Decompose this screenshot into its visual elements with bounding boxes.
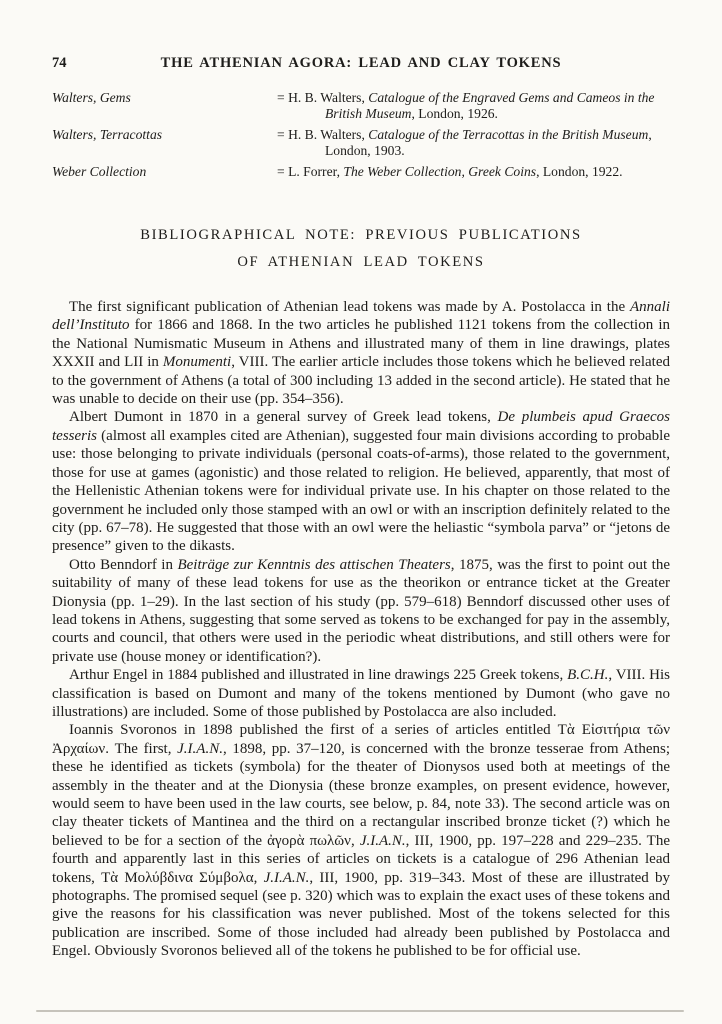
paragraph-1: The first significant publication of Athenian lead tokens was made by A. Postolacca in the Annali dell’Instituto for 1866 and 1868. In the two articles he published 1121 tokens from the collection in the National Numismatic Museum in Athens and illustrated many of them in line drawings, plates XXXII and LII in Monumenti, VIII. The earlier article includes those tokens which he believed related to the government of Athens (a total of 300 including 13 added in the second article). He stated that he was unable to decide on their use (pp. 354–356). <box>52 299 670 408</box>
paragraph-4: Arthur Engel in 1884 published and illustrated in line drawings 225 Greek tokens, B.C.H., VIII. His classification is based on Dumont and many of the tokens mentioned by Dumont (who gave no illustrations) are included. Some of those published by Postolacca are also included. <box>52 667 670 720</box>
page-number: 74 <box>52 55 67 71</box>
paragraph-2: Albert Dumont in 1870 in a general survey of Greek lead tokens, De plumbeis apud Graecos tesseris (almost all examples cited are Athenian), suggested four main divisions according to probable use: those belonging to private individuals (personal coats-of-arms), those related to the government, those for use at games (agonistic) and those related to religion. He believed, apparently, that most of the Hellenistic Athenian tokens were for individual private use. In his chapter on those related to the government he included only those stamped with an owl or with an inscription definitely related to the city (pp. 67–78). He suggested that those with an owl were the heliastic “symbola parva” or “jetons de presence” given to the dikasts. <box>52 409 670 555</box>
running-title: THE ATHENIAN AGORA: LEAD AND CLAY TOKENS <box>160 55 562 71</box>
reference-row <box>52 164 670 180</box>
reference-citation: = L. Forrer, The Weber Collection, Greek Coins, London, 1922. <box>277 163 623 179</box>
paragraph-5: Ioannis Svoronos in 1898 published the first of a series of articles entitled Τὰ Εἰσιτήρια τῶν Ἀρχαίων. The first, J.I.A.N., 1898, pp. 37–120, is concerned with the bronze tesserae from Athens; these he identified as tickets (symbola) for the theater of Dionysos used both at meetings of the assembly in the theater and at the Dionysia (these bronze examples, on present evidence, however, would seem to have been used in the law courts, see below, p. 84, note 33). The second article was on clay theater tickets of Mantinea and the third on a rectangular inscribed bronze ticket (?) which he believed to be for a section of the ἀγορὰ πωλῶν, J.I.A.N., III, 1900, pp. 197–228 and 229–235. The fourth and apparently last in this series of articles on tickets is a catalogue of 296 Athenian lead tokens, Τὰ Μολύβδινα Σύμβολα, J.I.A.N., III, 1900, pp. 319–343. Most of these are illustrated by photographs. The promised sequel (see p. 320) which was to explain the exact uses of these tokens and give the reasons for his classification was never published. Most of the tokens selected for this publication are inscribed. Some of those included had already been published by Postolacca and Engel. Obviously Svoronos believed all of the tokens he published to be for official use. <box>52 722 670 960</box>
reference-label: Walters, Terracottas <box>52 126 163 142</box>
section-heading-line-1: BIBLIOGRAPHICAL NOTE: PREVIOUS PUBLICATIONS <box>140 227 582 244</box>
scan-edge-artifact <box>36 1010 684 1012</box>
reference-list <box>52 90 670 180</box>
reference-citation: = H. B. Walters, Catalogue of the Engraved Gems and Cameos in the British Museum, London, 1926. <box>277 90 655 122</box>
body-text <box>52 298 670 961</box>
paragraph-3: Otto Benndorf in Beiträge zur Kenntnis des attischen Theaters, 1875, was the first to point out the suitability of many of these lead tokens for use as the theorikon or entrance ticket at the Greater Dionysia (pp. 1–29). In the last section of his study (pp. 579–618) Benndorf discussed other uses of lead tokens in Athens, suggesting that some served as tokens to be exchanged for pay in the assembly, courts and council, that others were used in the periodic wheat distributions, and still others were for private use (house money or identification?). <box>52 556 670 665</box>
page-header <box>52 54 670 72</box>
reference-label: Walters, Gems <box>52 90 131 105</box>
reference-citation: = H. B. Walters, Catalogue of the Terracottas in the British Museum, London, 1903. <box>277 126 652 159</box>
reference-row <box>52 90 670 123</box>
section-heading <box>52 222 670 276</box>
reference-label: Weber Collection <box>52 163 147 179</box>
reference-row <box>52 127 670 160</box>
section-heading-line-2: OF ATHENIAN LEAD TOKENS <box>237 254 485 271</box>
